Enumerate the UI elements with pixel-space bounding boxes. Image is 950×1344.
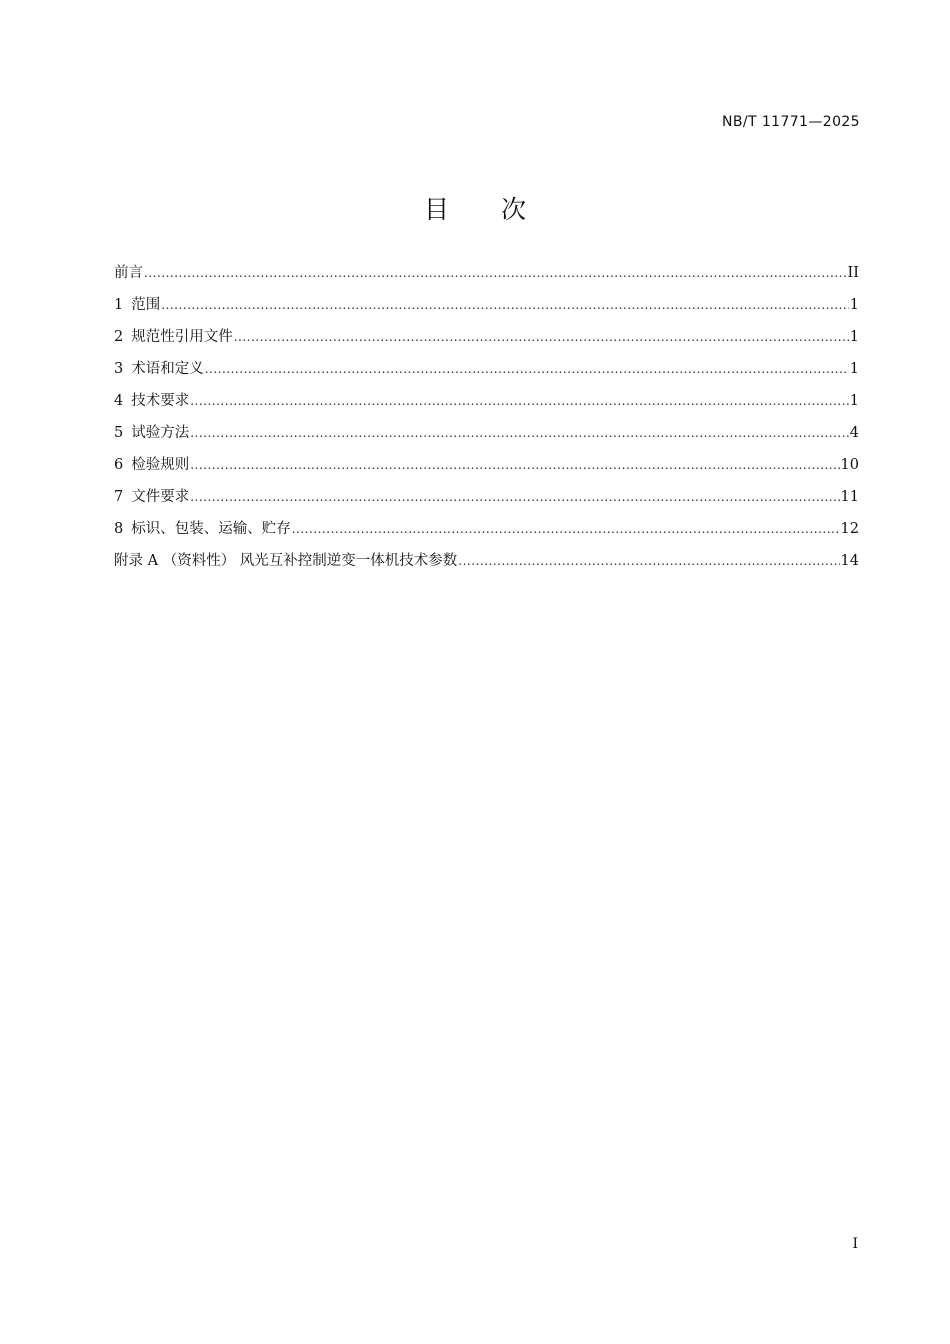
toc-entry-label (114, 390, 189, 412)
toc-leader-dots (190, 454, 839, 476)
toc-entry-page: 12 (840, 521, 859, 537)
toc-entry-scope[interactable] (114, 294, 859, 326)
toc-entry-label (114, 486, 189, 508)
toc-entry-number: 1 (114, 297, 124, 313)
toc-entry-terms-definitions[interactable] (114, 358, 859, 390)
toc-entry-marking-packaging[interactable] (114, 518, 859, 550)
toc-entry-title: 文件要求 (131, 489, 190, 505)
toc-entry-foreword[interactable] (114, 262, 859, 294)
toc-entry-normative-references[interactable] (114, 326, 859, 358)
toc-entry-number: 5 (114, 425, 124, 441)
toc-entry-title: 试验方法 (131, 425, 190, 441)
toc-entry-number: 7 (114, 489, 124, 505)
toc-leader-dots (292, 518, 840, 540)
toc-entry-page: 11 (840, 489, 859, 505)
toc-entry-title: 前言 (114, 265, 143, 281)
toc-entry-title: 范围 (131, 297, 161, 313)
toc-entry-label (114, 422, 189, 444)
toc-title-left: 目 (423, 195, 449, 224)
toc-entry-page: 14 (840, 553, 859, 569)
toc-entry-document-requirements[interactable] (114, 486, 859, 518)
toc-entry-page: 1 (849, 297, 859, 313)
toc-leader-dots (234, 326, 849, 348)
toc-entry-label (114, 454, 189, 476)
toc-entry-label (114, 262, 143, 284)
toc-entry-number: 8 (114, 521, 124, 537)
toc-leader-dots (205, 358, 849, 380)
toc-entry-test-methods[interactable] (114, 422, 859, 454)
toc-entry-label (114, 358, 204, 380)
toc-entry-page: 1 (849, 329, 859, 345)
toc-entry-number: 6 (114, 457, 124, 473)
toc-entry-page: 1 (849, 361, 859, 377)
toc-entry-title: 检验规则 (131, 457, 190, 473)
toc-leader-dots (190, 486, 839, 508)
toc-entry-number: 3 (114, 361, 124, 377)
toc-entry-label (114, 550, 457, 572)
toc-entry-title: 规范性引用文件 (131, 329, 233, 345)
toc-entry-page: 10 (840, 457, 859, 473)
toc-list (114, 262, 859, 582)
toc-entry-page: 4 (849, 425, 859, 441)
toc-entry-appendix-a[interactable] (114, 550, 859, 582)
toc-entry-number: 2 (114, 329, 124, 345)
page-number: I (852, 1236, 858, 1252)
toc-entry-page: 1 (849, 393, 859, 409)
toc-entry-technical-requirements[interactable] (114, 390, 859, 422)
toc-entry-label (114, 294, 160, 316)
toc-entry-title: 标识、包装、运输、贮存 (131, 521, 291, 537)
toc-entry-label (114, 518, 291, 540)
toc-leader-dots (190, 422, 849, 444)
toc-entry-title: 术语和定义 (131, 361, 204, 377)
toc-title-right: 次 (501, 195, 527, 224)
toc-entry-title: 技术要求 (131, 393, 190, 409)
toc-title (0, 190, 950, 226)
toc-entry-label (114, 326, 233, 348)
standard-code: NB/T 11771—2025 (722, 114, 860, 130)
toc-entry-inspection-rules[interactable] (114, 454, 859, 486)
toc-leader-dots (144, 262, 847, 284)
toc-leader-dots (190, 390, 849, 412)
toc-entry-page: II (847, 265, 859, 281)
toc-leader-dots (161, 294, 849, 316)
toc-leader-dots (458, 550, 839, 572)
toc-entry-number: 4 (114, 393, 124, 409)
toc-entry-title: 附录 A （资料性） 风光互补控制逆变一体机技术参数 (114, 553, 458, 569)
